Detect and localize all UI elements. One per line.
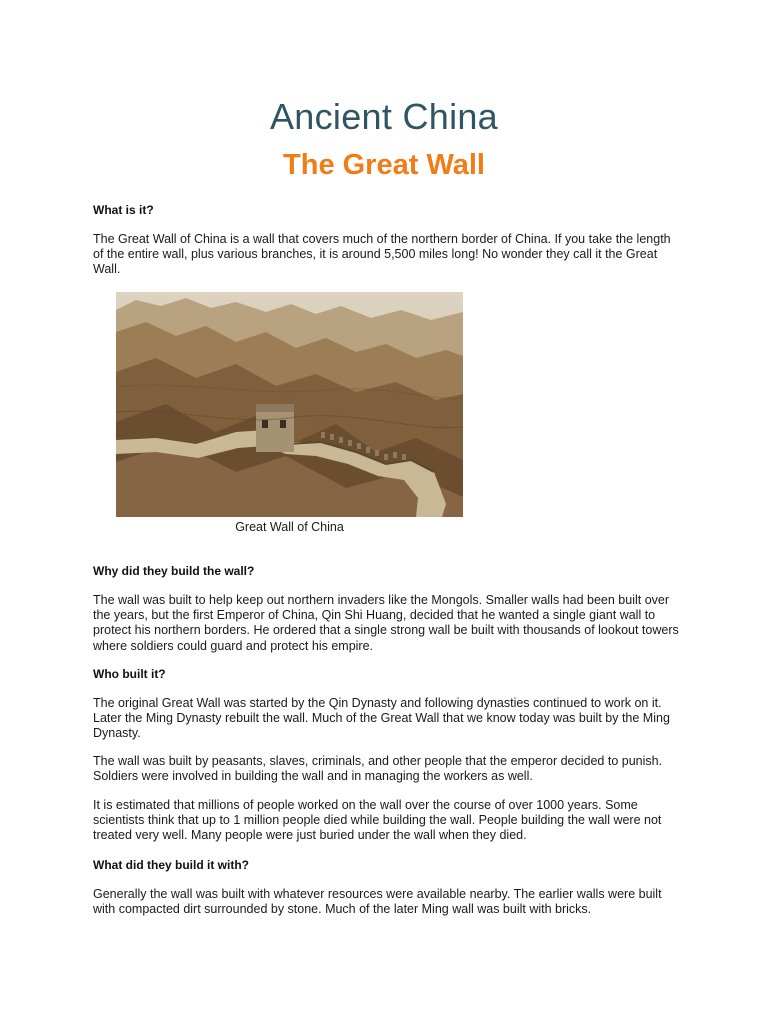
section-heading-materials: What did they build it with? (93, 858, 249, 872)
page-subtitle: The Great Wall (283, 149, 485, 181)
paragraph-who-3: It is estimated that millions of people worked on the wall over the course of over 1000 years. Some scientists think that up to 1 million people died while building the wall. People building the wall were not treated very well. Many people were just buried under the wall when they died. (93, 798, 662, 843)
great-wall-photo (116, 292, 463, 517)
section-heading-why: Why did they build the wall? (93, 564, 255, 578)
paragraph-who-2: The wall was built by peasants, slaves, criminals, and other people that the emperor decided to punish. Soldiers were involved in building the wall and in managing the workers as well. (93, 754, 663, 784)
section-heading-what-is-it: What is it? (93, 203, 154, 217)
paragraph-what-is-it: The Great Wall of China is a wall that covers much of the northern border of China. If you take the length of the entire wall, plus various branches, it is around 5,500 miles long! No wonder they call it the Great Wall. (93, 232, 671, 277)
section-heading-who: Who built it? (93, 667, 166, 681)
paragraph-who-1: The original Great Wall was started by the Qin Dynasty and following dynasties continued to work on it. Later the Ming Dynasty rebuilt the wall. Much of the Great Wall that we know today was built by the Ming Dynasty. (93, 696, 670, 741)
page-title: Ancient China (269, 96, 499, 137)
paragraph-materials: Generally the wall was built with whatever resources were available nearby. The earlier walls were built with compacted dirt surrounded by stone. Much of the later Ming wall was built with bricks. (93, 887, 662, 917)
paragraph-why: The wall was built to help keep out northern invaders like the Mongols. Smaller walls had been built over the years, but the first Emperor of China, Qin Shi Huang, decided that he wanted a single giant wall to protect his northern borders. He ordered that a single strong wall be built with thousands of lookout towers where soldiers could guard and protect his empire. (93, 593, 679, 653)
image-caption: Great Wall of China (235, 520, 344, 534)
